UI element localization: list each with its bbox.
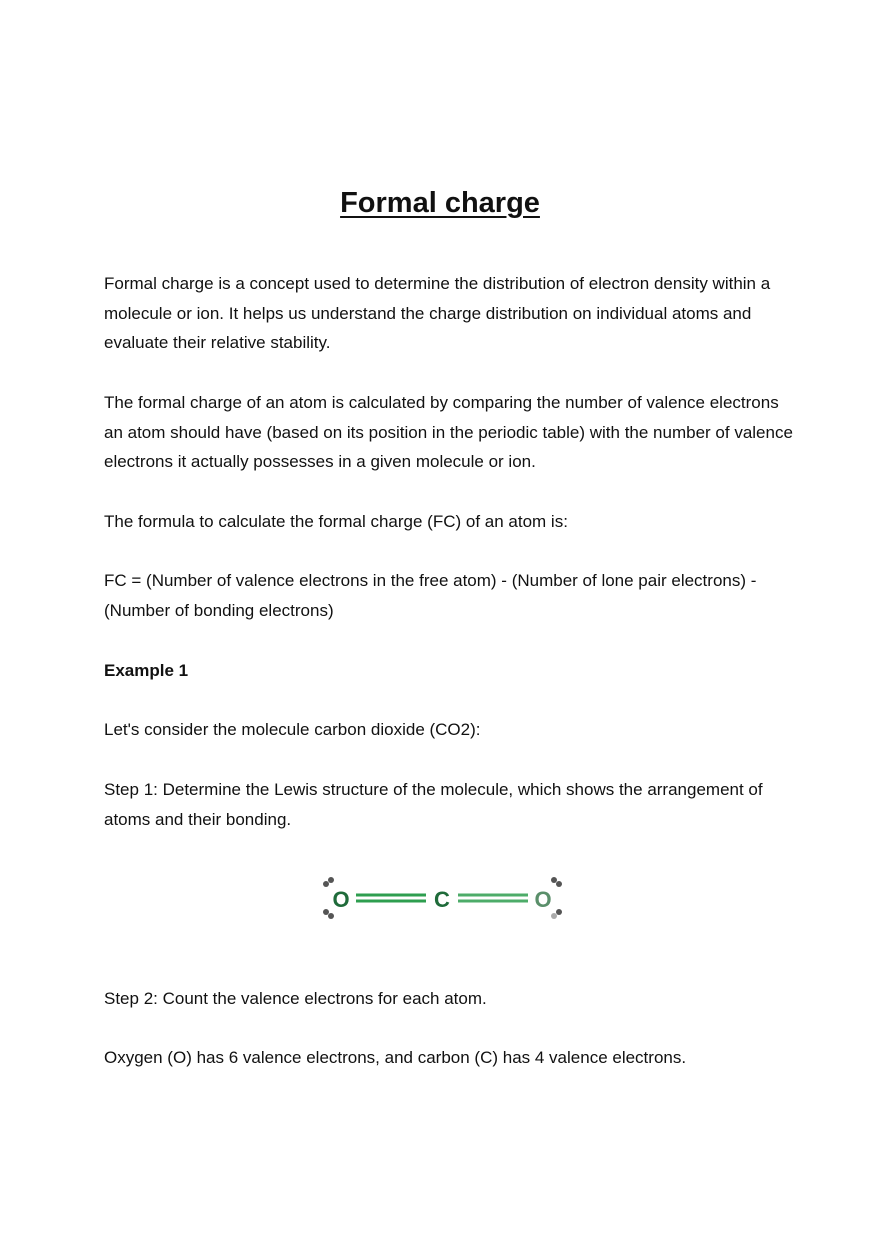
lone-pair-electron [556,909,562,915]
lone-pair-electron [551,913,557,919]
co2-lewis-structure [318,874,568,922]
formula-intro-paragraph: The formula to calculate the formal charge (FC) of an atom is: [104,512,568,531]
intro-paragraph: Formal charge is a concept used to determine the distribution of electron density within a molecule or ion. It helps us understand the charge distribution on individual atoms and evaluate their relative stability. [104,274,771,353]
valence-info-paragraph: Oxygen (O) has 6 valence electrons, and carbon (C) has 4 valence electrons. [104,1048,687,1067]
formula-paragraph: FC = (Number of valence electrons in the free atom) - (Number of lone pair electrons) - (Number of bonding electrons) [104,571,757,620]
example-intro-paragraph: Let's consider the molecule carbon dioxide (CO2): [104,720,481,739]
step1-paragraph: Step 1: Determine the Lewis structure of the molecule, which shows the arrangement of atoms and their bonding. [104,780,763,829]
example-heading: Example 1 [104,661,189,680]
lone-pair-electron [328,877,334,883]
carbon-atom: C [434,887,450,912]
page-title: Formal charge [340,187,540,219]
lone-pair-electron [556,881,562,887]
left-oxygen-atom: O [332,887,350,912]
calculation-paragraph: The formal charge of an atom is calculated by comparing the number of valence electrons an atom should have (based on its position in the periodic table) with the number of valence electrons it actually possesses in a given molecule or ion. [104,393,793,472]
lone-pair-electron [323,881,329,887]
lone-pair-electron [323,909,329,915]
lone-pair-electron [551,877,557,883]
step2-paragraph: Step 2: Count the valence electrons for each atom. [104,989,487,1008]
lone-pair-electron [328,913,334,919]
right-oxygen-atom: O [534,887,552,912]
